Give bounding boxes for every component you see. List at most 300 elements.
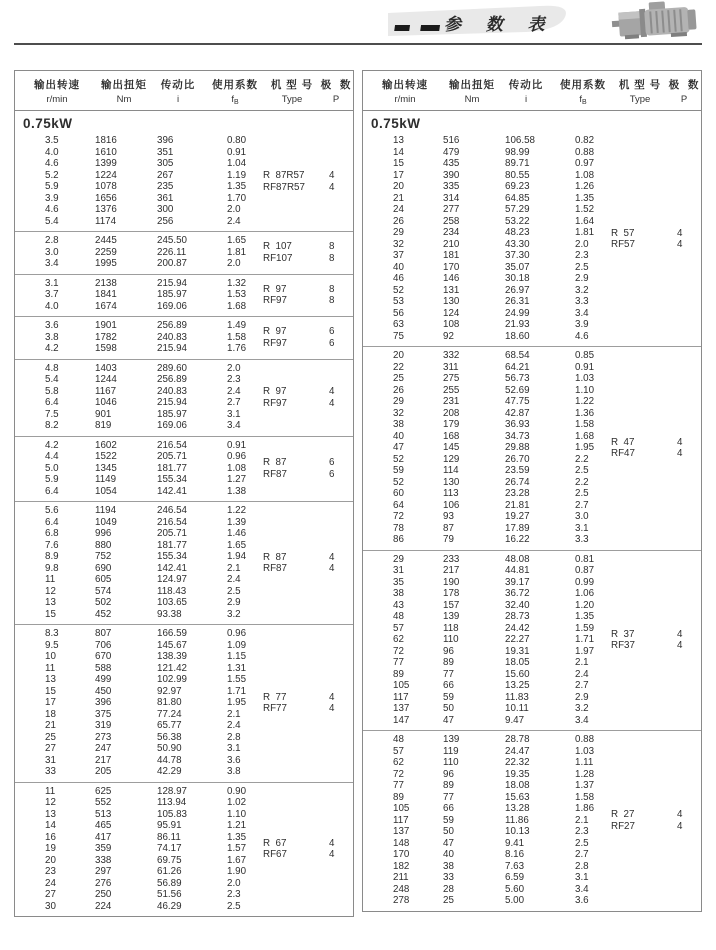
cell-torque: 130 <box>443 296 460 307</box>
cell-ratio: 216.54 <box>157 439 187 451</box>
pole-value: 6 <box>329 468 335 480</box>
table-block <box>15 274 353 317</box>
cell-service-factor: 2.1 <box>227 708 241 720</box>
cell-ratio: 37.30 <box>505 250 530 261</box>
cell-service-factor: 1.19 <box>227 169 247 181</box>
cell-service-factor: 2.1 <box>227 562 241 574</box>
cell-service-factor: 1.03 <box>575 745 595 757</box>
cell-service-factor: 0.96 <box>227 628 247 639</box>
cell-service-factor: 2.7 <box>575 849 589 860</box>
cell-ratio: 28.73 <box>505 611 530 622</box>
cell-service-factor: 0.87 <box>575 565 595 576</box>
cell-torque: 277 <box>443 204 460 215</box>
cell-service-factor: 2.4 <box>227 720 241 731</box>
cell-ratio: 235 <box>157 181 174 192</box>
cell-speed: 86 <box>393 534 404 545</box>
cell-speed: 40 <box>393 261 404 273</box>
cell-service-factor: 1.08 <box>575 169 595 181</box>
cell-service-factor: 3.4 <box>227 420 241 431</box>
cell-service-factor: 1.58 <box>575 791 595 803</box>
cell-torque: 1403 <box>95 362 117 374</box>
type-labels <box>611 228 677 251</box>
cell-torque: 96 <box>443 768 454 780</box>
cell-service-factor: 2.9 <box>227 597 241 608</box>
cell-ratio: 10.13 <box>505 826 530 837</box>
cell-speed: 29 <box>393 396 404 407</box>
cell-torque: 258 <box>443 215 460 227</box>
cell-speed: 5.9 <box>45 181 59 192</box>
cell-speed: 13 <box>45 597 56 608</box>
cell-service-factor: 1.10 <box>227 808 247 820</box>
cell-torque: 66 <box>443 680 454 691</box>
column-header-torque: 输出扭矩 Nm <box>449 79 495 105</box>
table-block <box>15 501 353 624</box>
cell-speed: 8.9 <box>45 551 59 562</box>
cell-ratio: 124.97 <box>157 574 187 585</box>
cell-torque: 157 <box>443 599 460 611</box>
cell-ratio: 185.97 <box>157 408 187 420</box>
cell-torque: 502 <box>95 597 112 608</box>
column-header-speed: 输出转速 r/min <box>34 79 80 105</box>
cell-speed: 20 <box>393 350 404 361</box>
cell-ratio: 46.29 <box>157 900 182 912</box>
cell-service-factor: 1.65 <box>227 539 247 551</box>
cell-torque: 375 <box>95 708 112 720</box>
cell-torque: 1610 <box>95 146 117 158</box>
cell-torque: 499 <box>95 674 112 685</box>
cell-torque: 139 <box>443 611 460 622</box>
cell-speed: 13 <box>45 808 56 820</box>
cell-ratio: 215.94 <box>157 397 187 408</box>
cell-torque: 605 <box>95 574 112 585</box>
cell-torque: 1995 <box>95 258 117 269</box>
cell-torque: 1901 <box>95 320 117 331</box>
table-block <box>363 550 701 731</box>
type-label: R 77 <box>263 691 287 703</box>
cell-ratio: 89.71 <box>505 158 530 169</box>
cell-speed: 12 <box>45 585 56 597</box>
cell-torque: 1399 <box>95 158 117 169</box>
column-header-torque: 输出扭矩 Nm <box>101 79 147 105</box>
cell-ratio: 18.60 <box>505 330 530 342</box>
cell-speed: 40 <box>393 430 404 442</box>
cell-torque: 130 <box>443 476 460 488</box>
cell-torque: 1194 <box>95 505 117 516</box>
cell-service-factor: 1.35 <box>575 611 595 622</box>
cell-ratio: 106.58 <box>505 135 535 146</box>
pole-value: 4 <box>329 703 335 715</box>
cell-ratio: 65.77 <box>157 720 182 731</box>
cell-torque: 319 <box>95 720 112 731</box>
cell-ratio: 256 <box>157 215 174 227</box>
cell-torque: 50 <box>443 826 454 837</box>
cell-ratio: 240.83 <box>157 385 187 397</box>
cell-ratio: 17.89 <box>505 522 530 534</box>
cell-torque: 1816 <box>95 135 117 146</box>
cell-speed: 7.5 <box>45 408 59 420</box>
cell-service-factor: 2.9 <box>575 691 589 703</box>
cell-torque: 59 <box>443 691 454 703</box>
cell-ratio: 138.39 <box>157 651 187 662</box>
cell-ratio: 205.71 <box>157 451 187 462</box>
cell-speed: 22 <box>393 361 404 373</box>
cell-speed: 26 <box>393 384 404 396</box>
cell-torque: 807 <box>95 628 112 639</box>
cell-torque: 79 <box>443 534 454 545</box>
cell-service-factor: 1.49 <box>227 320 247 331</box>
cell-speed: 5.4 <box>45 374 59 385</box>
table-block <box>15 132 353 231</box>
cell-service-factor: 2.1 <box>575 657 589 668</box>
cell-service-factor: 1.95 <box>575 442 595 453</box>
cell-speed: 117 <box>393 814 409 826</box>
cell-service-factor: 0.96 <box>227 451 247 462</box>
cell-speed: 14 <box>393 146 404 158</box>
cell-speed: 11 <box>45 785 56 797</box>
cell-torque: 38 <box>443 860 454 872</box>
cell-torque: 181 <box>443 250 460 261</box>
cell-torque: 396 <box>95 697 112 708</box>
cell-service-factor: 2.3 <box>575 826 589 837</box>
cell-service-factor: 3.1 <box>575 872 589 883</box>
column-header-poles: 极 数 P <box>320 79 352 105</box>
cell-speed: 52 <box>393 476 404 488</box>
cell-service-factor: 0.99 <box>575 576 595 588</box>
cell-service-factor: 1.02 <box>227 797 247 808</box>
cell-service-factor: 1.65 <box>227 235 247 246</box>
model-annotation <box>611 551 701 731</box>
column-header-type: 机 型 号 Type <box>618 79 662 105</box>
header-divider <box>14 43 702 45</box>
cell-service-factor: 3.3 <box>575 534 589 545</box>
type-label: RF87R57 <box>263 181 305 193</box>
cell-torque: 129 <box>443 453 460 465</box>
cell-speed: 57 <box>393 745 404 757</box>
cell-speed: 3.6 <box>45 320 59 331</box>
pole-value: 8 <box>329 295 335 307</box>
cell-torque: 901 <box>95 408 112 420</box>
cell-torque: 110 <box>443 634 459 645</box>
cell-torque: 77 <box>443 668 454 680</box>
cell-ratio: 118.43 <box>157 585 187 597</box>
cell-ratio: 35.07 <box>505 261 530 273</box>
cell-service-factor: 1.68 <box>227 300 247 312</box>
pole-value: 4 <box>329 170 335 181</box>
cell-service-factor: 2.5 <box>575 261 589 273</box>
type-labels <box>611 629 677 652</box>
cell-service-factor: 1.64 <box>575 215 595 227</box>
cell-ratio: 30.18 <box>505 273 530 284</box>
cell-torque: 338 <box>95 854 112 866</box>
cell-torque: 224 <box>95 900 112 912</box>
cell-speed: 35 <box>393 576 404 588</box>
table-block <box>15 231 353 274</box>
pole-value: 4 <box>329 551 335 563</box>
cell-torque: 2445 <box>95 235 117 246</box>
type-label: R 87R57 <box>263 170 305 181</box>
cell-ratio: 74.17 <box>157 843 182 854</box>
cell-speed: 148 <box>393 837 410 849</box>
section-label: 0.75kW <box>23 116 73 131</box>
pole-values <box>329 552 353 575</box>
cell-torque: 752 <box>95 551 112 562</box>
cell-speed: 3.4 <box>45 258 59 269</box>
cell-service-factor: 1.46 <box>227 528 247 539</box>
cell-service-factor: 0.91 <box>227 146 247 158</box>
cell-ratio: 23.59 <box>505 465 530 476</box>
cell-torque: 1046 <box>95 397 117 408</box>
cell-torque: 1224 <box>95 169 117 181</box>
cell-service-factor: 1.22 <box>227 505 247 516</box>
cell-service-factor: 1.04 <box>227 158 247 169</box>
cell-speed: 59 <box>393 465 404 476</box>
cell-ratio: 52.69 <box>505 384 530 396</box>
cell-ratio: 21.81 <box>505 499 530 511</box>
cell-torque: 332 <box>443 350 460 361</box>
model-annotation <box>263 317 353 359</box>
cell-service-factor: 3.1 <box>227 743 241 754</box>
cell-ratio: 64.21 <box>505 361 530 373</box>
cell-torque: 217 <box>443 565 460 576</box>
column-header-service-factor: 使用系数 $f_B$ <box>560 79 606 106</box>
cell-torque: 231 <box>443 396 460 407</box>
cell-ratio: 21.93 <box>505 319 530 330</box>
cell-torque: 1598 <box>95 343 117 354</box>
cell-speed: 3.9 <box>45 192 59 204</box>
pole-values <box>329 386 353 409</box>
cell-ratio: 19.35 <box>505 768 530 780</box>
cell-torque: 50 <box>443 703 454 714</box>
cell-service-factor: 0.91 <box>575 361 595 373</box>
cell-service-factor: 2.2 <box>575 453 589 465</box>
type-label: R 47 <box>611 436 635 448</box>
cell-service-factor: 1.32 <box>227 277 247 289</box>
pole-value: 4 <box>677 239 683 250</box>
cell-service-factor: 1.26 <box>575 181 595 192</box>
cell-service-factor: 1.20 <box>575 599 595 611</box>
cell-speed: 8.2 <box>45 420 59 431</box>
type-label: RF107 <box>263 252 293 264</box>
type-label: RF87 <box>263 468 287 480</box>
type-labels <box>263 457 329 480</box>
cell-ratio: 105.83 <box>157 808 187 820</box>
cell-speed: 30 <box>45 900 56 912</box>
table-header <box>15 71 353 111</box>
cell-ratio: 7.63 <box>505 860 525 872</box>
cell-torque: 335 <box>443 181 460 192</box>
cell-speed: 3.5 <box>45 135 59 146</box>
cell-torque: 255 <box>443 384 460 396</box>
cell-torque: 131 <box>443 284 460 296</box>
cell-torque: 1376 <box>95 204 117 215</box>
cell-service-factor: 2.5 <box>575 465 589 476</box>
cell-speed: 27 <box>45 743 56 754</box>
cell-torque: 390 <box>443 169 460 181</box>
cell-speed: 6.4 <box>45 485 59 497</box>
cell-speed: 248 <box>393 883 410 895</box>
cell-ratio: 185.97 <box>157 289 187 300</box>
cell-ratio: 8.16 <box>505 849 525 860</box>
type-labels <box>263 326 329 349</box>
cell-speed: 182 <box>393 860 410 872</box>
cell-service-factor: 3.4 <box>575 714 589 726</box>
cell-service-factor: 3.2 <box>575 284 589 296</box>
cell-speed: 63 <box>393 319 404 330</box>
type-label: RF97 <box>263 337 287 349</box>
cell-service-factor: 1.58 <box>227 331 247 343</box>
cell-torque: 66 <box>443 803 454 814</box>
cell-service-factor: 3.1 <box>575 522 589 534</box>
cell-speed: 32 <box>393 407 404 419</box>
cell-speed: 147 <box>393 714 410 726</box>
cell-service-factor: 1.09 <box>227 639 247 651</box>
type-labels <box>263 170 329 193</box>
cell-speed: 3.0 <box>45 246 59 258</box>
model-annotation <box>611 132 701 346</box>
cell-torque: 670 <box>95 651 112 662</box>
cell-service-factor: 0.82 <box>575 135 595 146</box>
table-block <box>15 436 353 502</box>
pole-value: 6 <box>329 457 335 469</box>
cell-service-factor: 1.86 <box>575 803 595 814</box>
cell-ratio: 245.50 <box>157 235 187 246</box>
cell-ratio: 226.11 <box>157 246 187 258</box>
model-annotation <box>263 625 353 782</box>
cell-ratio: 22.32 <box>505 757 530 768</box>
type-label: RF57 <box>611 239 635 250</box>
cell-torque: 314 <box>443 192 460 204</box>
pole-value: 4 <box>329 386 335 397</box>
cell-torque: 234 <box>443 227 460 238</box>
model-annotation <box>611 347 701 550</box>
cell-ratio: 56.38 <box>157 731 182 743</box>
cell-speed: 16 <box>45 831 56 843</box>
cell-service-factor: 1.71 <box>575 634 595 645</box>
cell-service-factor: 2.3 <box>575 250 589 261</box>
cell-speed: 117 <box>393 691 409 703</box>
cell-torque: 40 <box>443 849 454 860</box>
cell-speed: 8.3 <box>45 628 59 639</box>
cell-service-factor: 2.4 <box>227 574 241 585</box>
cell-ratio: 10.11 <box>505 703 529 714</box>
cell-service-factor: 3.4 <box>575 883 589 895</box>
pole-values <box>677 228 701 251</box>
cell-ratio: 256.89 <box>157 320 187 331</box>
cell-speed: 15 <box>393 158 404 169</box>
type-labels <box>263 241 329 264</box>
type-labels <box>263 552 329 575</box>
pole-values <box>329 692 353 715</box>
cell-service-factor: 1.28 <box>575 768 595 780</box>
type-label: R 87 <box>263 551 287 563</box>
cell-ratio: 26.70 <box>505 453 530 465</box>
cell-service-factor: 1.81 <box>575 227 595 238</box>
type-label: R 67 <box>263 837 287 849</box>
cell-speed: 23 <box>45 866 56 877</box>
pole-value: 4 <box>329 837 335 849</box>
cell-ratio: 80.55 <box>505 169 530 181</box>
cell-service-factor: 1.59 <box>575 622 595 634</box>
cell-service-factor: 2.5 <box>227 900 241 912</box>
cell-service-factor: 1.31 <box>227 662 247 674</box>
cell-service-factor: 1.10 <box>575 384 595 396</box>
cell-speed: 26 <box>393 215 404 227</box>
cell-ratio: 24.99 <box>505 307 530 319</box>
pole-values <box>677 437 701 460</box>
cell-torque: 273 <box>95 731 112 743</box>
cell-ratio: 142.41 <box>157 485 187 497</box>
cell-speed: 10 <box>45 651 56 662</box>
cell-ratio: 169.06 <box>157 420 187 431</box>
cell-torque: 47 <box>443 837 454 849</box>
cell-torque: 1782 <box>95 331 117 343</box>
cell-torque: 59 <box>443 814 454 826</box>
cell-speed: 77 <box>393 657 404 668</box>
cell-service-factor: 2.4 <box>575 668 589 680</box>
type-label: R 37 <box>611 628 635 640</box>
type-labels <box>263 838 329 861</box>
cell-speed: 5.6 <box>45 505 59 516</box>
cell-ratio: 48.23 <box>505 227 530 238</box>
table-block <box>363 132 701 346</box>
cell-torque: 1345 <box>95 462 117 474</box>
cell-service-factor: 0.81 <box>575 553 595 565</box>
cell-speed: 5.9 <box>45 474 59 485</box>
cell-ratio: 44.81 <box>505 565 530 576</box>
column-header-poles: 极 数 P <box>668 79 700 105</box>
cell-torque: 77 <box>443 791 454 803</box>
cell-speed: 5.2 <box>45 169 59 181</box>
pole-values <box>677 629 701 652</box>
cell-speed: 64 <box>393 499 404 511</box>
cell-service-factor: 1.58 <box>575 419 595 430</box>
cell-torque: 450 <box>95 685 112 697</box>
cell-ratio: 56.73 <box>505 373 530 384</box>
model-annotation <box>263 275 353 317</box>
pole-value: 4 <box>329 691 335 703</box>
cell-service-factor: 0.88 <box>575 146 595 158</box>
cell-speed: 4.2 <box>45 439 59 451</box>
cell-ratio: 11.83 <box>505 691 529 703</box>
cell-service-factor: 2.3 <box>227 889 241 900</box>
cell-torque: 118 <box>443 622 459 634</box>
cell-service-factor: 2.7 <box>575 680 589 691</box>
cell-speed: 24 <box>45 877 56 889</box>
type-labels <box>263 692 329 715</box>
cell-speed: 52 <box>393 284 404 296</box>
cell-torque: 1174 <box>95 215 117 227</box>
cell-ratio: 289.60 <box>157 362 187 374</box>
cell-service-factor: 2.5 <box>575 488 589 499</box>
cell-speed: 13 <box>45 674 56 685</box>
cell-speed: 15 <box>45 685 56 697</box>
type-label: RF77 <box>263 703 287 715</box>
cell-service-factor: 1.90 <box>227 866 247 877</box>
cell-speed: 77 <box>393 780 404 791</box>
cell-service-factor: 2.4 <box>227 385 241 397</box>
cell-speed: 9.5 <box>45 639 59 651</box>
cell-torque: 92 <box>443 330 454 342</box>
cell-service-factor: 1.11 <box>575 757 594 768</box>
cell-service-factor: 1.39 <box>227 516 247 528</box>
cell-ratio: 361 <box>157 192 174 204</box>
cell-torque: 110 <box>443 757 459 768</box>
cell-speed: 4.6 <box>45 204 59 215</box>
cell-service-factor: 1.15 <box>227 651 247 662</box>
cell-ratio: 155.34 <box>157 474 187 485</box>
cell-service-factor: 1.94 <box>227 551 247 562</box>
cell-service-factor: 0.97 <box>575 158 595 169</box>
